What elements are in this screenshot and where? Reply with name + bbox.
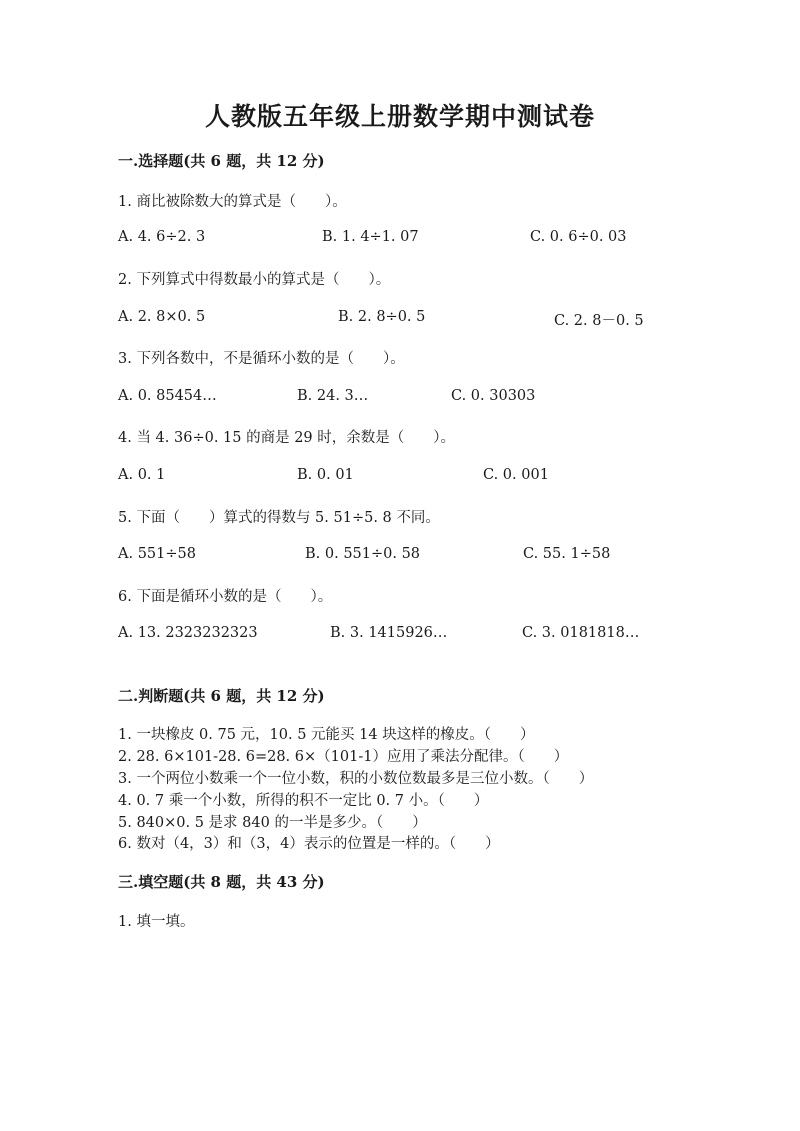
choice-q3-option-c: C. 0. 30303: [451, 388, 536, 404]
section-heading-judgement: 二.判断题(共 6 题，共 12 分): [118, 687, 325, 705]
choice-q4-option-c: C. 0. 001: [483, 467, 549, 483]
choice-q1-option-b: B. 1. 4÷1. 07: [322, 229, 419, 245]
judgement-item-1: 1. 一块橡皮 0. 75 元，10. 5 元能买 14 块这样的橡皮。（ ）: [118, 727, 535, 743]
choice-q4-option-b: B. 0. 01: [297, 467, 354, 483]
page-title: 人教版五年级上册数学期中测试卷: [204, 102, 595, 131]
choice-q5-option-b: B. 0. 551÷0. 58: [305, 546, 421, 562]
choice-question-5: 5. 下面（ ）算式的得数与 5. 51÷5. 8 不同。: [118, 510, 440, 526]
section-heading-fill-blank: 三.填空题(共 8 题，共 43 分): [118, 873, 325, 891]
choice-q2-option-a: A. 2. 8×0. 5: [118, 309, 206, 325]
choice-q6-option-b: B. 3. 1415926…: [330, 625, 448, 641]
choice-q1-option-a: A. 4. 6÷2. 3: [118, 229, 206, 245]
judgement-item-6: 6. 数对（4，3）和（3，4）表示的位置是一样的。（ ）: [118, 836, 500, 852]
fill-blank-item-1: 1. 填一填。: [118, 914, 195, 930]
choice-question-2: 2. 下列算式中得数最小的算式是（ ）。: [118, 272, 391, 288]
section-heading-choice: 一.选择题(共 6 题，共 12 分): [118, 152, 325, 170]
judgement-item-4: 4. 0. 7 乘一个小数，所得的积不一定比 0. 7 小。（ ）: [118, 793, 489, 809]
choice-q4-option-a: A. 0. 1: [118, 467, 166, 483]
choice-q6-option-c: C. 3. 0181818…: [522, 625, 640, 641]
judgement-item-2: 2. 28. 6×101-28. 6=28. 6×（101-1）应用了乘法分配律。（ ）: [118, 749, 569, 765]
choice-question-6: 6. 下面是循环小数的是（ ）。: [118, 589, 333, 605]
choice-q3-option-b: B. 24. 3…: [297, 388, 369, 404]
choice-q2-option-c: C. 2. 8－0. 5: [554, 313, 644, 329]
choice-question-3: 3. 下列各数中，不是循环小数的是（ ）。: [118, 351, 405, 367]
judgement-item-5: 5. 840×0. 5 是求 840 的一半是多少。（ ）: [118, 815, 427, 831]
choice-q5-option-c: C. 55. 1÷58: [523, 546, 611, 562]
choice-question-1: 1. 商比被除数大的算式是（ ）。: [118, 194, 347, 210]
choice-question-4: 4. 当 4. 36÷0. 15 的商是 29 时，余数是（ ）。: [118, 430, 456, 446]
choice-q6-option-a: A. 13. 2323232323: [118, 625, 258, 641]
choice-q3-option-a: A. 0. 85454…: [118, 388, 217, 404]
choice-q2-option-b: B. 2. 8÷0. 5: [338, 309, 426, 325]
judgement-item-3: 3. 一个两位小数乘一个一位小数，积的小数位数最多是三位小数。（ ）: [118, 771, 594, 787]
choice-q1-option-c: C. 0. 6÷0. 03: [530, 229, 627, 245]
choice-q5-option-a: A. 551÷58: [118, 546, 196, 562]
